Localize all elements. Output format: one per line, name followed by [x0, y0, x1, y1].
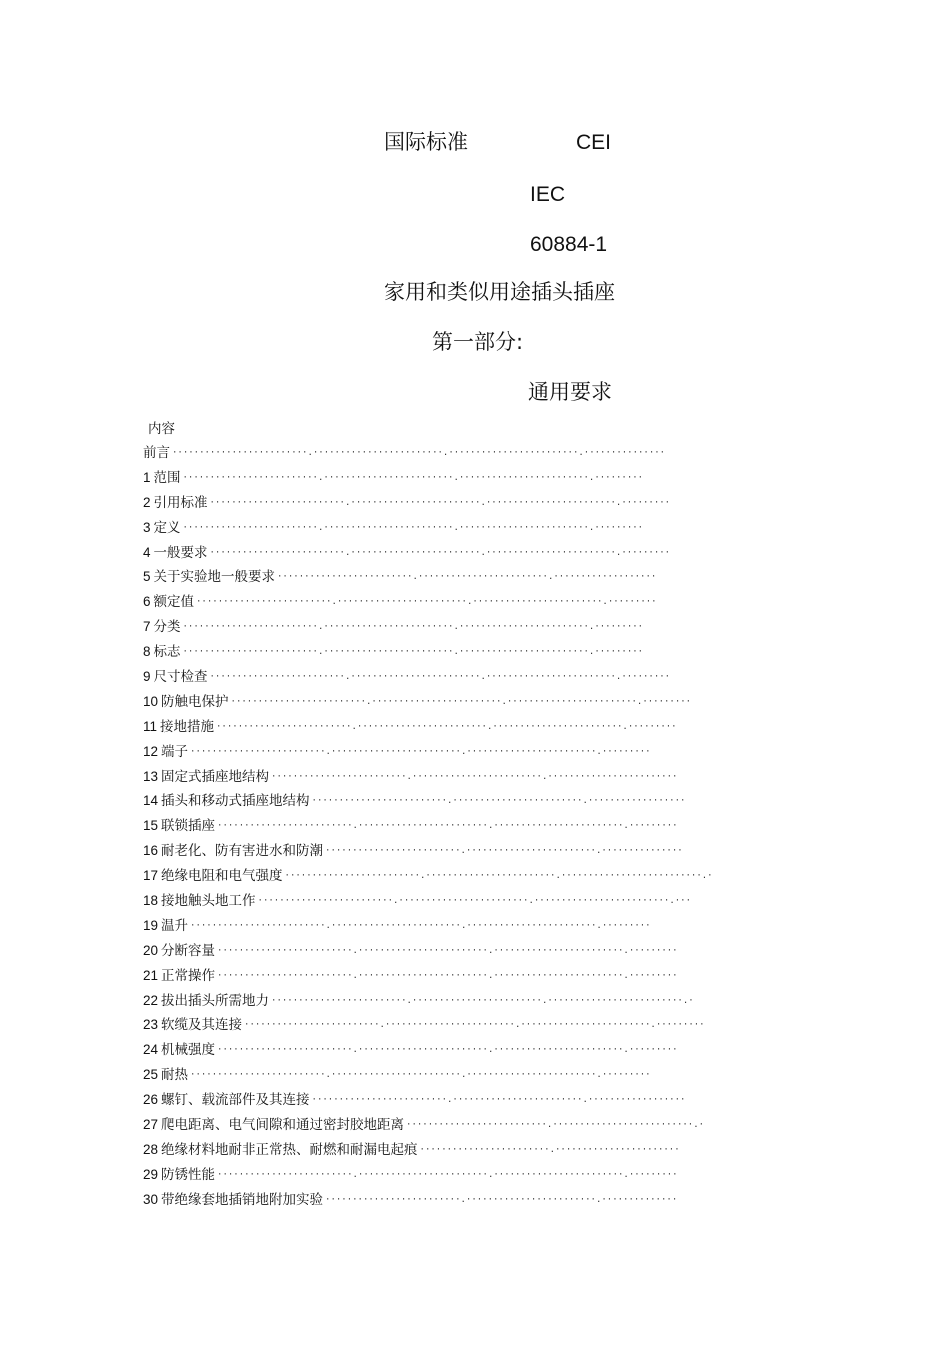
toc-entry-leader: ·························.························.························.········· [182, 472, 644, 483]
toc-entry-leader: ·························.························.························.········· [217, 821, 678, 832]
toc-entry-title: 螺钉、载流部件及其连接 [161, 1092, 310, 1109]
standard-code-cei: CEI [576, 131, 612, 154]
toc-heading: 内容 [148, 421, 175, 437]
toc-entry[interactable] [143, 891, 723, 916]
toc-entry-title: 接地触头地工作 [161, 893, 256, 910]
toc-entry-leader: ·························.························.·························.· [271, 995, 694, 1006]
toc-entry-number: 5 [143, 569, 151, 585]
toc-entry-leader: ·························.························.························.········· [182, 622, 644, 633]
toc-entry-title: 正常操作 [161, 967, 216, 984]
toc-entry-title: 耐热 [161, 1067, 189, 1084]
toc-entry-title: 接地措施 [160, 718, 215, 735]
toc-entry-title: 分断容量 [161, 942, 216, 959]
toc-entry[interactable] [143, 841, 723, 866]
toc-entry-number: 28 [143, 1141, 159, 1157]
toc-entry-leader: ·························.························.························.········· [190, 1070, 651, 1081]
toc-entry[interactable] [143, 767, 723, 792]
toc-entry-title: 防锈性能 [161, 1166, 216, 1183]
toc-entry-number: 6 [143, 594, 151, 610]
toc-entry-number: 14 [143, 793, 159, 809]
toc-entry-leader: ·························.························.························.········· [196, 597, 657, 608]
toc-entry-leader: ·························.························.························.········· [244, 1020, 705, 1031]
toc-entry-number: 15 [143, 818, 159, 834]
toc-entry[interactable] [143, 443, 723, 468]
toc-entry-title: 带绝缘套地插销地附加实验 [161, 1191, 324, 1208]
toc-entry-number: 19 [143, 917, 159, 933]
toc-entry-leader: ·························.························.························.········· [209, 497, 671, 508]
toc-entry-number: 2 [143, 494, 151, 510]
toc-entry-title: 一般要求 [153, 544, 208, 561]
toc-entry-title: 插头和移动式插座地结构 [161, 793, 310, 810]
document-subtitle: 通用要求 [528, 380, 612, 404]
standard-number: 60884-1 [530, 233, 608, 256]
toc-entry-leader: ·························.························.························.········· [217, 1045, 678, 1056]
toc-entry-title: 绝缘材料地耐非正常热、耐燃和耐漏电起痕 [161, 1141, 418, 1158]
toc-entry-leader: ·························.························.························.········· [209, 547, 671, 558]
toc-entry-title: 爬电距离、电气间隙和通过密封胶地距离 [161, 1117, 405, 1134]
toc-entry[interactable] [143, 592, 723, 617]
toc-entry-title: 前言 [143, 445, 170, 461]
toc-entry-title: 防触电保护 [161, 693, 229, 710]
toc-entry[interactable] [143, 717, 723, 742]
toc-entry-leader: ·························.························.··············· [325, 846, 683, 857]
toc-entry[interactable] [143, 493, 723, 518]
standard-label: 国际标准 [384, 130, 468, 154]
toc-entry-leader: ·························.························.··················· [277, 572, 657, 583]
toc-entry[interactable] [143, 1015, 723, 1040]
toc-entry-title: 关于实验地一般要求 [153, 569, 276, 586]
toc-entry[interactable] [143, 1165, 723, 1190]
toc-entry-number: 10 [143, 693, 159, 709]
toc-entry-title: 拔出插头所需地力 [161, 992, 270, 1009]
toc-entry-title: 尺寸检查 [153, 669, 208, 686]
toc-entry-number: 25 [143, 1067, 159, 1083]
toc-entry[interactable] [143, 617, 723, 642]
toc-entry-leader: ·························.························.························.········· [230, 696, 692, 707]
toc-entry-leader: ·························.························.························.········· [182, 522, 644, 533]
toc-entry-title: 范围 [153, 469, 181, 486]
toc-entry[interactable] [143, 543, 723, 568]
toc-entry[interactable] [143, 518, 723, 543]
document-part: 第一部分: [432, 330, 524, 354]
toc-entry-title: 绝缘电阻和电气强度 [161, 868, 283, 885]
toc-entry-title: 软缆及其连接 [161, 1017, 243, 1034]
toc-entry[interactable] [143, 692, 723, 717]
toc-entry[interactable] [143, 791, 723, 816]
toc-entry-leader: ·························.························.·················· [311, 796, 686, 807]
standard-code-iec: IEC [530, 183, 566, 206]
toc-entry-leader: ··························.··························.· [406, 1120, 705, 1131]
toc-entry-number: 27 [143, 1117, 159, 1133]
toc-entry[interactable] [143, 742, 723, 767]
toc-entry[interactable] [143, 667, 723, 692]
table-of-contents [143, 443, 723, 1215]
toc-entry[interactable] [143, 1065, 723, 1090]
toc-entry[interactable] [143, 1140, 723, 1165]
toc-entry-leader: ·························.························.························.········· [190, 746, 651, 757]
toc-entry-leader: ························.······················· [419, 1144, 680, 1155]
toc-entry-number: 16 [143, 843, 159, 859]
toc-entry-number: 26 [143, 1092, 159, 1108]
toc-entry[interactable] [143, 916, 723, 941]
toc-entry-number: 20 [143, 942, 159, 958]
toc-entry-number: 23 [143, 1017, 159, 1033]
toc-entry-leader: ·························.························.························.········· [217, 1169, 678, 1180]
toc-entry-number: 29 [143, 1166, 159, 1182]
toc-entry[interactable] [143, 1190, 723, 1215]
toc-entry-leader: ·························.························.························.········· [217, 970, 678, 981]
toc-entry-title: 额定值 [153, 594, 195, 611]
toc-entry-leader: ·························.························.························.········· [182, 647, 644, 658]
toc-entry[interactable] [143, 1115, 723, 1140]
toc-entry-leader: ·························.························.························.········· [190, 920, 651, 931]
toc-entry[interactable] [143, 966, 723, 991]
toc-entry-number: 9 [143, 669, 151, 685]
toc-entry-title: 引用标准 [153, 494, 208, 511]
toc-entry[interactable] [143, 1090, 723, 1115]
toc-entry-title: 标志 [153, 644, 181, 661]
toc-entry[interactable] [143, 941, 723, 966]
toc-entry-leader: ·························.························.·························.··· [257, 896, 692, 907]
toc-entry-number: 12 [143, 743, 159, 759]
toc-entry-title: 耐老化、防有害进水和防潮 [161, 843, 324, 860]
toc-entry-leader: ·························.························.·················· [311, 1095, 686, 1106]
toc-entry-leader: ·························.························.························.········· [216, 721, 677, 732]
toc-entry-number: 8 [143, 644, 151, 660]
toc-entry-number: 7 [143, 619, 151, 635]
toc-entry-number: 30 [143, 1191, 159, 1207]
toc-entry-number: 1 [143, 469, 151, 485]
toc-entry-number: 24 [143, 1042, 159, 1058]
toc-entry-leader: ·························.························.························ [271, 771, 678, 782]
toc-entry-number: 21 [143, 967, 159, 983]
toc-entry-title: 定义 [153, 519, 181, 536]
toc-entry-number: 13 [143, 768, 159, 784]
toc-entry[interactable] [143, 642, 723, 667]
toc-entry-number: 22 [143, 992, 159, 1008]
toc-entry-leader: ·························.························.························.········· [217, 945, 678, 956]
toc-entry-title: 端子 [161, 743, 189, 760]
toc-entry[interactable] [143, 866, 723, 891]
toc-entry[interactable] [143, 567, 723, 592]
toc-entry-number: 4 [143, 544, 151, 560]
toc-entry-number: 11 [143, 718, 158, 734]
toc-entry-number: 18 [143, 893, 159, 909]
toc-entry[interactable] [143, 816, 723, 841]
document-title: 家用和类似用途插头插座 [384, 280, 615, 304]
toc-entry-leader: ·························.························.·············· [325, 1194, 678, 1205]
toc-entry-title: 固定式插座地结构 [161, 768, 270, 785]
toc-entry-title: 机械强度 [161, 1042, 216, 1059]
toc-entry-number: 3 [143, 519, 151, 535]
toc-entry-title: 分类 [153, 619, 181, 636]
toc-entry[interactable] [143, 991, 723, 1016]
toc-entry-number: 17 [143, 868, 159, 884]
toc-entry-title: 联锁插座 [161, 818, 216, 835]
toc-entry-title: 温升 [161, 917, 189, 934]
toc-entry-leader: ·························.························.························.··············· [172, 448, 666, 458]
toc-entry[interactable] [143, 468, 723, 493]
toc-entry[interactable] [143, 1040, 723, 1065]
toc-entry-leader: ·························.························.························.········· [209, 672, 671, 683]
toc-entry-leader: ·························.························.··························.· [284, 871, 713, 882]
